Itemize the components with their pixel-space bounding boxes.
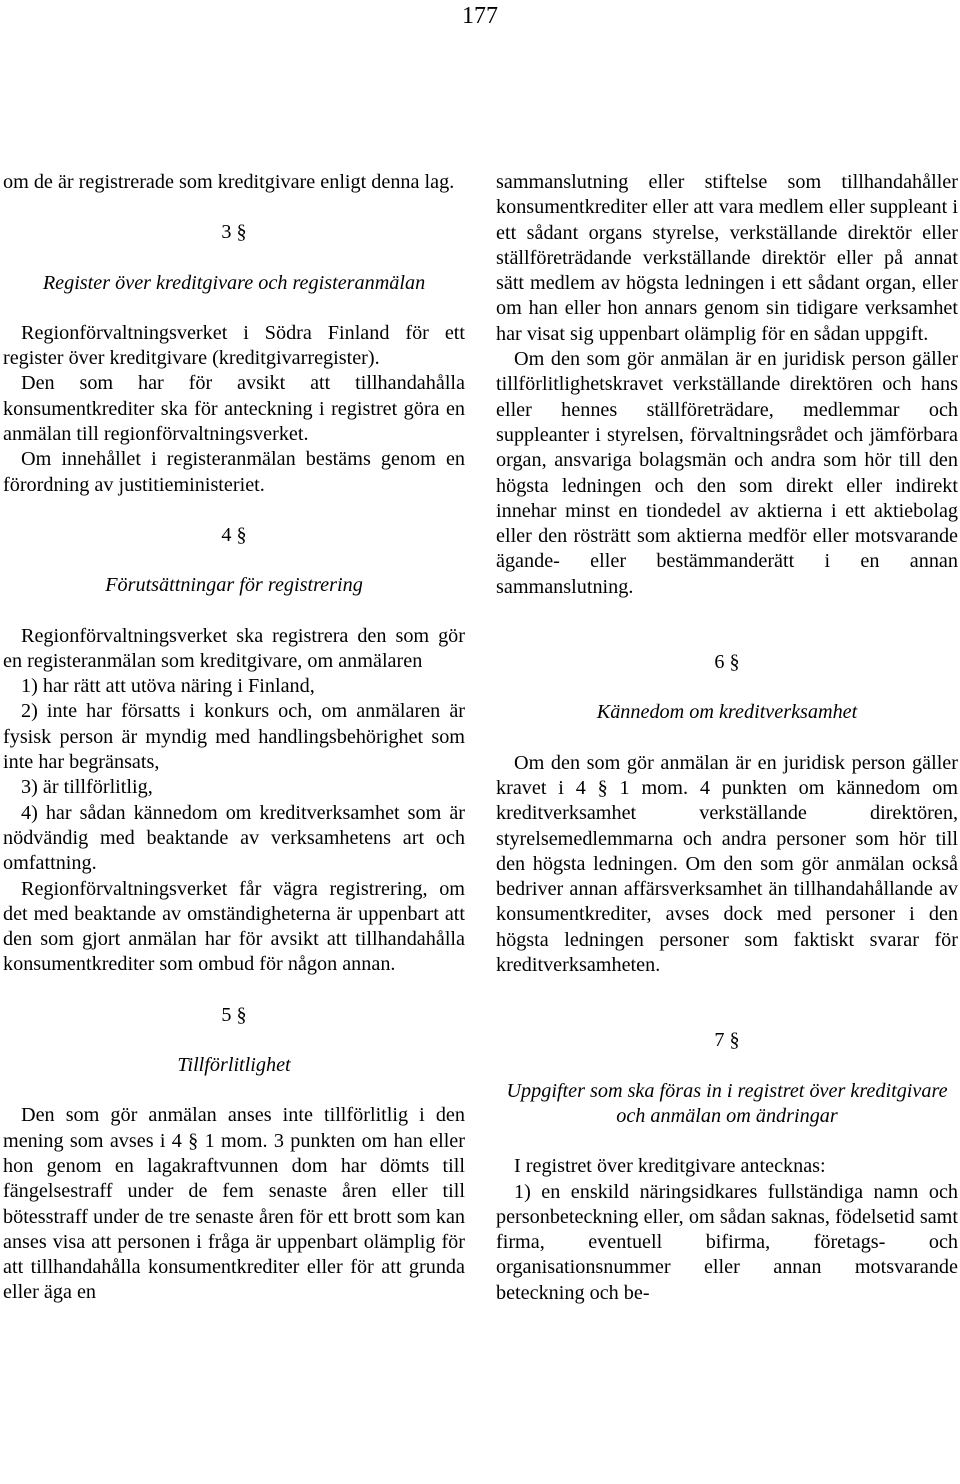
spacer <box>3 599 465 624</box>
section-6-paragraph-1: Om den som gör anmälan är en juridisk person gäller kravet i 4 § 1 mom. 4 punkten om kännedom om kreditverksamhet verkställande direktören, styrelsemedlemmarna och andra personer som hör till den högsta ledningen. Om den som gör anmälan också bedriver annan affärsverksamhet än tillhandahållande av konsumentkrediter, avses dock med personer i den högsta ledningen personer som faktiskt svarar för kreditverksamheten. <box>496 751 958 977</box>
spacer <box>3 1028 465 1053</box>
left-column <box>3 170 465 1306</box>
spacer <box>496 1054 958 1079</box>
spacer <box>3 195 465 220</box>
section-4-list-item-2: 2) inte har försatts i konkurs och, om anmälaren är fysisk person är myndig med handlingsbehörighet som inte har begränsats, <box>3 700 465 774</box>
section-5-title: Tillförlitlighet <box>177 1054 291 1077</box>
spacer <box>3 548 465 573</box>
spacer <box>3 1078 465 1103</box>
section-7-title: Uppgifter som ska föras in i registret över kreditgivare och anmälan om ändringar <box>506 1079 948 1127</box>
section-3-paragraph-1: Regionförvaltningsverket i Södra Finland för ett register över kreditgivare (kreditgivarregister). <box>3 321 465 370</box>
right-column <box>496 170 958 1306</box>
section-6-number: 6 § <box>714 651 740 674</box>
continuation-paragraph: sammanslutning eller stiftelse som tillhandahåller konsumentkrediter eller att vara medlem eller suppleant i ett sådant organs styrelse, verkställande direktör eller ställföreträdande verkställande direktör eller på annat sätt medlem av högsta ledningen i ett sådant organ, eller om han eller hon annars genom sin tidigare verksamhet har visat sig uppenbart olämplig för en sådan uppgift. <box>496 171 958 345</box>
spacer <box>496 726 958 751</box>
section-4-paragraph-2: Regionförvaltningsverket får vägra registrering, om det med beaktande av omständigheterna är uppenbart att den som gjort anmälan har för avsikt att tillhandahålla konsumentkrediter som ombud för någon annan. <box>3 877 465 976</box>
section-3-paragraph-3: Om innehållet i registeranmälan bestäms genom en förordning av justitieministeriet. <box>3 448 465 496</box>
spacer <box>496 600 958 650</box>
spacer <box>3 246 465 271</box>
section-4-paragraph-1: Regionförvaltningsverket ska registrera den som gör en registeranmälan som kreditgivare, om anmälaren <box>3 624 465 672</box>
section-3-number: 3 § <box>221 221 247 244</box>
page-number: 177 <box>462 3 498 29</box>
spacer <box>496 978 958 1028</box>
section-4-list-item-4: 4) har sådan kännedom om kreditverksamhet som är nödvändig med beaktande av verksamhetens art och omfattning. <box>3 801 465 875</box>
spacer <box>496 675 958 700</box>
section-5-paragraph-1: Den som gör anmälan anses inte tillförlitlig i den mening som avses i 4 § 1 mom. 3 punkten om han eller hon genom en lagakraftvunnen dom har dömts till fängelsestraff under de fem senaste åren eller till bötesstraff under de tre senaste åren för ett brott som kan anses visa att personen i fråga är uppenbart olämplig för att tillhandahålla konsumentkrediter eller för att grunda eller äga en <box>3 1104 465 1304</box>
section-3-paragraph-2: Den som har för avsikt att tillhandahålla konsumentkrediter ska för anteckning i registret göra en anmälan till regionförvaltningsverket. <box>3 372 465 446</box>
section-4-title: Förutsättningar för registrering <box>105 574 363 597</box>
section-4-list-item-1: 1) har rätt att utöva näring i Finland, <box>21 675 315 698</box>
juridical-person-paragraph: Om den som gör anmälan är en juridisk person gäller tillförlitlighetskravet verkställande direktören och hans eller hennes ställföreträdare, medlemmar och suppleanter i styrelsen, förvaltningsrådet och jämförbara organ, ansvariga bolagsmän och andra som hör till den högsta ledningen och den som direkt eller indirekt innehar minst en tiondedel av aktierna i ett aktiebolag eller den rösträtt som aktierna medför eller motsvarande ägande- eller bestämmanderätt i en annan sammanslutning. <box>496 348 958 598</box>
section-4-list-item-3: 3) är tillförlitlig, <box>21 776 153 799</box>
spacer <box>3 498 465 523</box>
spacer <box>496 1129 958 1154</box>
spacer <box>3 296 465 321</box>
section-3-title: Register över kreditgivare och registeranmälan <box>42 271 426 294</box>
section-5-number: 5 § <box>221 1003 247 1026</box>
section-7-list-item-1: 1) en enskild näringsidkares fullständiga namn och personbeteckning eller, om sådan saknas, födelsetid samt firma, eventuell bifirma, företags- och organisationsnummer eller annan motsvarande beteckning och be- <box>496 1180 958 1304</box>
section-4-number: 4 § <box>221 523 247 546</box>
intro-paragraph: om de är registrerade som kreditgivare enligt denna lag. <box>3 171 455 193</box>
section-6-title: Kännedom om kreditverksamhet <box>596 701 858 724</box>
spacer <box>3 978 465 1003</box>
section-7-number: 7 § <box>714 1029 740 1052</box>
section-7-paragraph-1: I registret över kreditgivare antecknas: <box>514 1155 826 1178</box>
